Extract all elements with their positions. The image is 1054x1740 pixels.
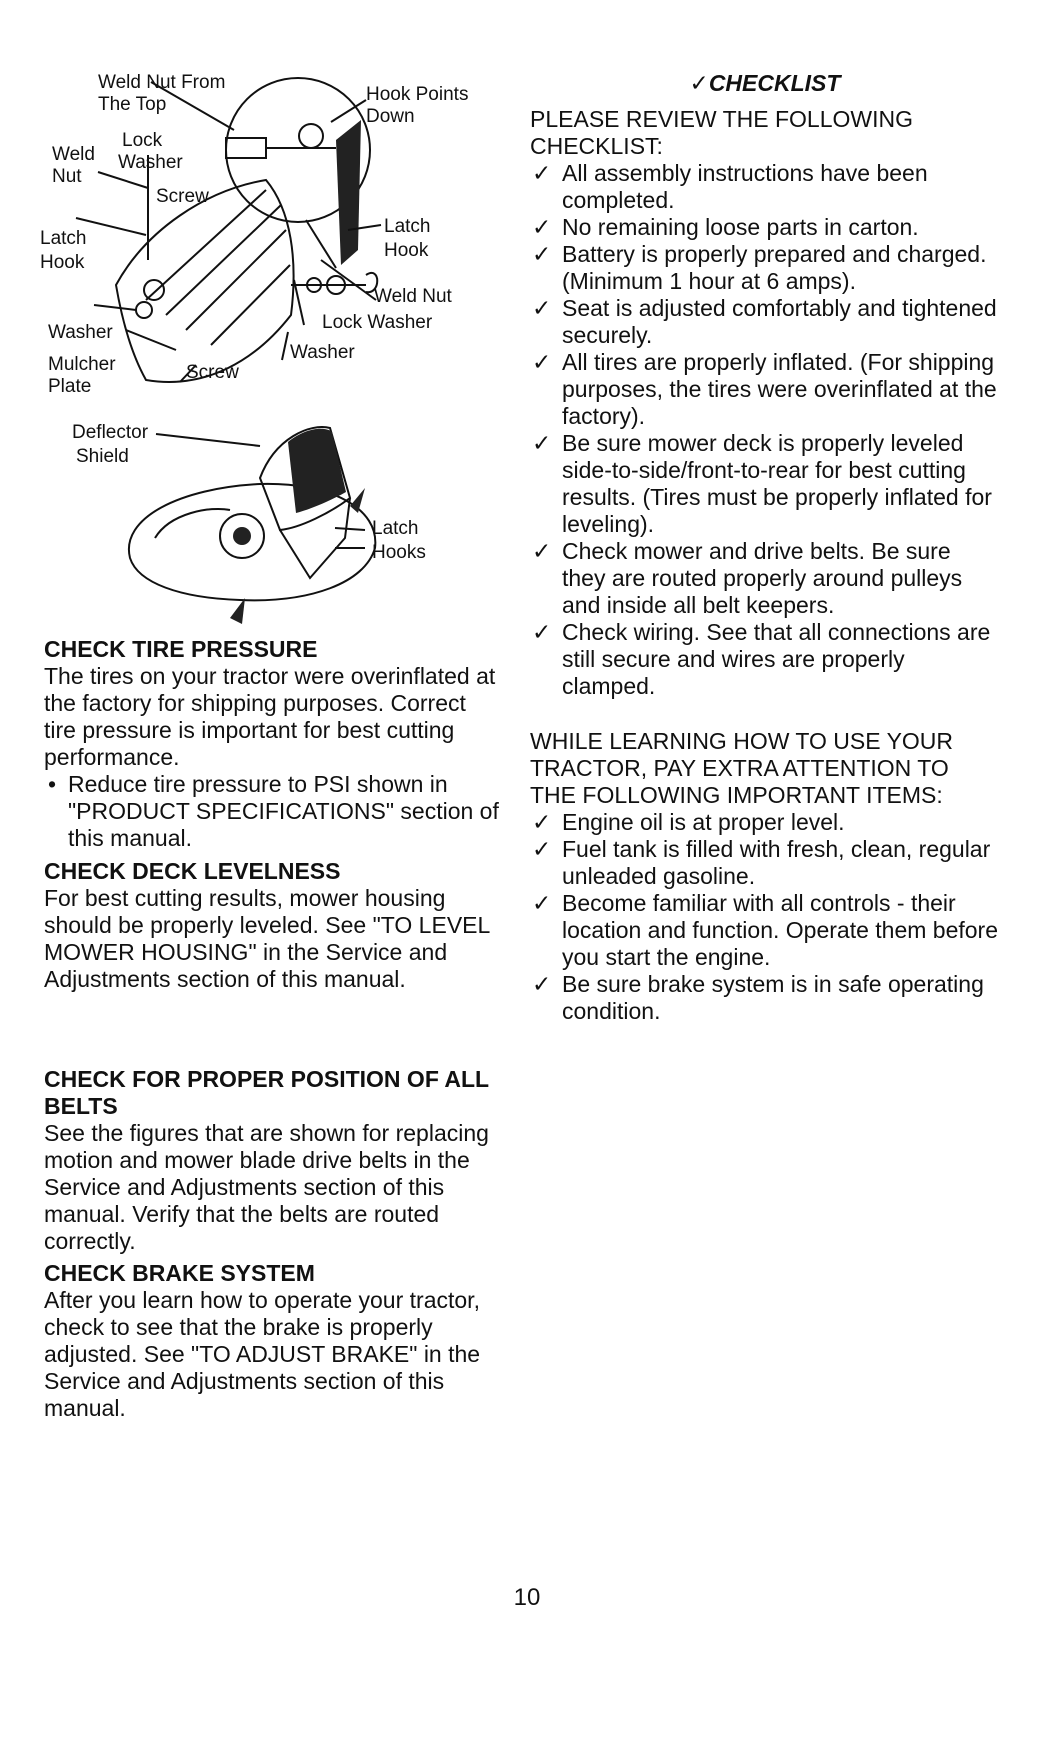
checkmark-icon: ✓ bbox=[532, 890, 552, 916]
checklist-item bbox=[530, 538, 1000, 619]
deck-body: For best cutting results, mower housing should be properly leveled. See "TO LEVEL MOWER HOUSING" in the Service and Adjustments section of this manual. bbox=[44, 885, 490, 992]
checklist-item bbox=[530, 836, 1000, 890]
checklist-title-wrap bbox=[530, 70, 1000, 97]
checklist-item-text: Become familiar with all controls - their location and function. Operate them before you start the engine. bbox=[562, 890, 999, 970]
label-screw-bottom: Screw bbox=[186, 362, 239, 383]
checkmark-icon: ✓ bbox=[532, 971, 552, 997]
checkmark-icon: ✓ bbox=[532, 295, 552, 321]
belts-heading: CHECK FOR PROPER POSITION OF ALL BELTS bbox=[44, 1066, 489, 1119]
label-hook-points-2: Down bbox=[366, 106, 415, 127]
label-weld-nut-left-2: Nut bbox=[52, 166, 82, 187]
section-belts bbox=[44, 1066, 504, 1255]
checklist-item-text: Fuel tank is filled with fresh, clean, regular unleaded gasoline. bbox=[562, 836, 991, 889]
checklist-item bbox=[530, 241, 1000, 295]
label-hook-points-1: Hook Points bbox=[366, 84, 469, 105]
checklist-item-text: Be sure mower deck is properly leveled side-to-side/front-to-rear for best cutting results. (Tires must be properly inflated for leveling). bbox=[562, 430, 992, 537]
section-learning bbox=[530, 728, 1000, 1025]
label-latch-hooks-2: Hooks bbox=[372, 542, 426, 563]
checklist-item bbox=[530, 295, 1000, 349]
checklist-item-text: Engine oil is at proper level. bbox=[562, 809, 845, 835]
label-weld-nut-right: Weld Nut bbox=[374, 286, 452, 307]
checkmark-icon: ✓ bbox=[532, 349, 552, 375]
checklist-intro: PLEASE REVIEW THE FOLLOWING CHECKLIST: bbox=[530, 106, 913, 159]
label-deflector-2: Shield bbox=[76, 446, 129, 467]
learning-items bbox=[530, 809, 1000, 1025]
section-brake bbox=[44, 1260, 504, 1422]
section-checklist bbox=[530, 106, 1000, 700]
checkmark-icon: ✓ bbox=[532, 241, 552, 267]
label-washer-right: Washer bbox=[290, 342, 355, 363]
checkmark-icon: ✓ bbox=[532, 809, 552, 835]
checkmark-icon: ✓ bbox=[532, 836, 552, 862]
checkmark-icon: ✓ bbox=[532, 160, 552, 186]
tire-body: The tires on your tractor were overinflated at the factory for shipping purposes. Correct tire pressure is important for best cutting performance. bbox=[44, 663, 496, 770]
label-deflector-1: Deflector bbox=[72, 422, 149, 443]
checklist-item-text: All assembly instructions have been completed. bbox=[562, 160, 928, 213]
figure-deflector-shield bbox=[60, 418, 480, 630]
checklist-item-text: Check wiring. See that all connections are still secure and wires are properly clamped. bbox=[562, 619, 991, 699]
section-tire-pressure bbox=[44, 636, 504, 852]
checklist-items bbox=[530, 160, 1000, 700]
checklist-item bbox=[530, 214, 1000, 241]
checklist-item-text: Be sure brake system is in safe operating condition. bbox=[562, 971, 984, 1024]
checklist-item bbox=[530, 430, 1000, 538]
tire-heading: CHECK TIRE PRESSURE bbox=[44, 636, 318, 662]
label-mulcher-plate-2: Plate bbox=[48, 376, 92, 397]
learning-intro: WHILE LEARNING HOW TO USE YOUR TRACTOR, PAY EXTRA ATTENTION TO THE FOLLOWING IMPORTANT ITEMS: bbox=[530, 728, 954, 808]
label-lock-washer-right: Lock Washer bbox=[322, 312, 433, 333]
belts-body: See the figures that are shown for replacing motion and mower blade drive belts in the Service and Adjustments section of this manual. Verify that the belts are routed correctly. bbox=[44, 1120, 489, 1254]
checklist-item bbox=[530, 349, 1000, 430]
checkmark-icon: ✓ bbox=[532, 214, 552, 240]
checkmark-icon: ✓ bbox=[532, 538, 552, 564]
section-deck-levelness bbox=[44, 858, 504, 993]
page-number: 10 bbox=[513, 1584, 541, 1611]
deck-heading: CHECK DECK LEVELNESS bbox=[44, 858, 341, 884]
checklist-item-text: Seat is adjusted comfortably and tightened securely. bbox=[562, 295, 997, 348]
checklist-item bbox=[530, 160, 1000, 214]
checklist-item bbox=[530, 971, 1000, 1025]
label-lock-washer-top-1: Lock bbox=[122, 130, 163, 151]
checklist-title: ✓CHECKLIST bbox=[689, 70, 841, 96]
checklist-item bbox=[530, 890, 1000, 971]
bullet-dot: • bbox=[48, 771, 57, 797]
checkmark-icon: ✓ bbox=[532, 430, 552, 456]
tire-bullet-text: Reduce tire pressure to PSI shown in "PRODUCT SPECIFICATIONS" section of this manual. bbox=[68, 771, 499, 851]
label-weld-nut-from-top-2: The Top bbox=[98, 94, 167, 115]
label-latch-hook-left-1: Latch bbox=[40, 228, 87, 249]
label-latch-hook-right-1: Latch bbox=[384, 216, 431, 237]
label-latch-hook-right-2: Hook bbox=[384, 240, 429, 261]
brake-body: After you learn how to operate your tractor, check to see that the brake is properly adjusted. See "TO ADJUST BRAKE" in the Service and Adjustments section of this manual. bbox=[44, 1287, 481, 1421]
label-latch-hook-left-2: Hook bbox=[40, 252, 85, 273]
label-latch-hooks-1: Latch bbox=[372, 518, 419, 539]
figure-mulcher-plate bbox=[36, 60, 496, 420]
label-weld-nut-from-top-1: Weld Nut From bbox=[98, 72, 226, 93]
checkmark-icon: ✓ bbox=[532, 619, 552, 645]
label-screw-top: Screw bbox=[156, 186, 209, 207]
brake-heading: CHECK BRAKE SYSTEM bbox=[44, 1260, 315, 1286]
checklist-item-text: Check mower and drive belts. Be sure they are routed properly around pulleys and inside all belt keepers. bbox=[562, 538, 963, 618]
label-weld-nut-left-1: Weld bbox=[52, 144, 95, 165]
checklist-item bbox=[530, 619, 1000, 700]
label-mulcher-plate-1: Mulcher bbox=[48, 354, 116, 375]
checklist-item-text: No remaining loose parts in carton. bbox=[562, 214, 919, 240]
checklist-item bbox=[530, 809, 1000, 836]
checklist-item-text: All tires are properly inflated. (For shipping purposes, the tires were overinflated at the factory). bbox=[562, 349, 997, 429]
tire-bullet bbox=[44, 771, 504, 852]
label-washer-left: Washer bbox=[48, 322, 113, 343]
label-lock-washer-top-2: Washer bbox=[118, 152, 183, 173]
checklist-item-text: Battery is properly prepared and charged. (Minimum 1 hour at 6 amps). bbox=[562, 241, 987, 294]
